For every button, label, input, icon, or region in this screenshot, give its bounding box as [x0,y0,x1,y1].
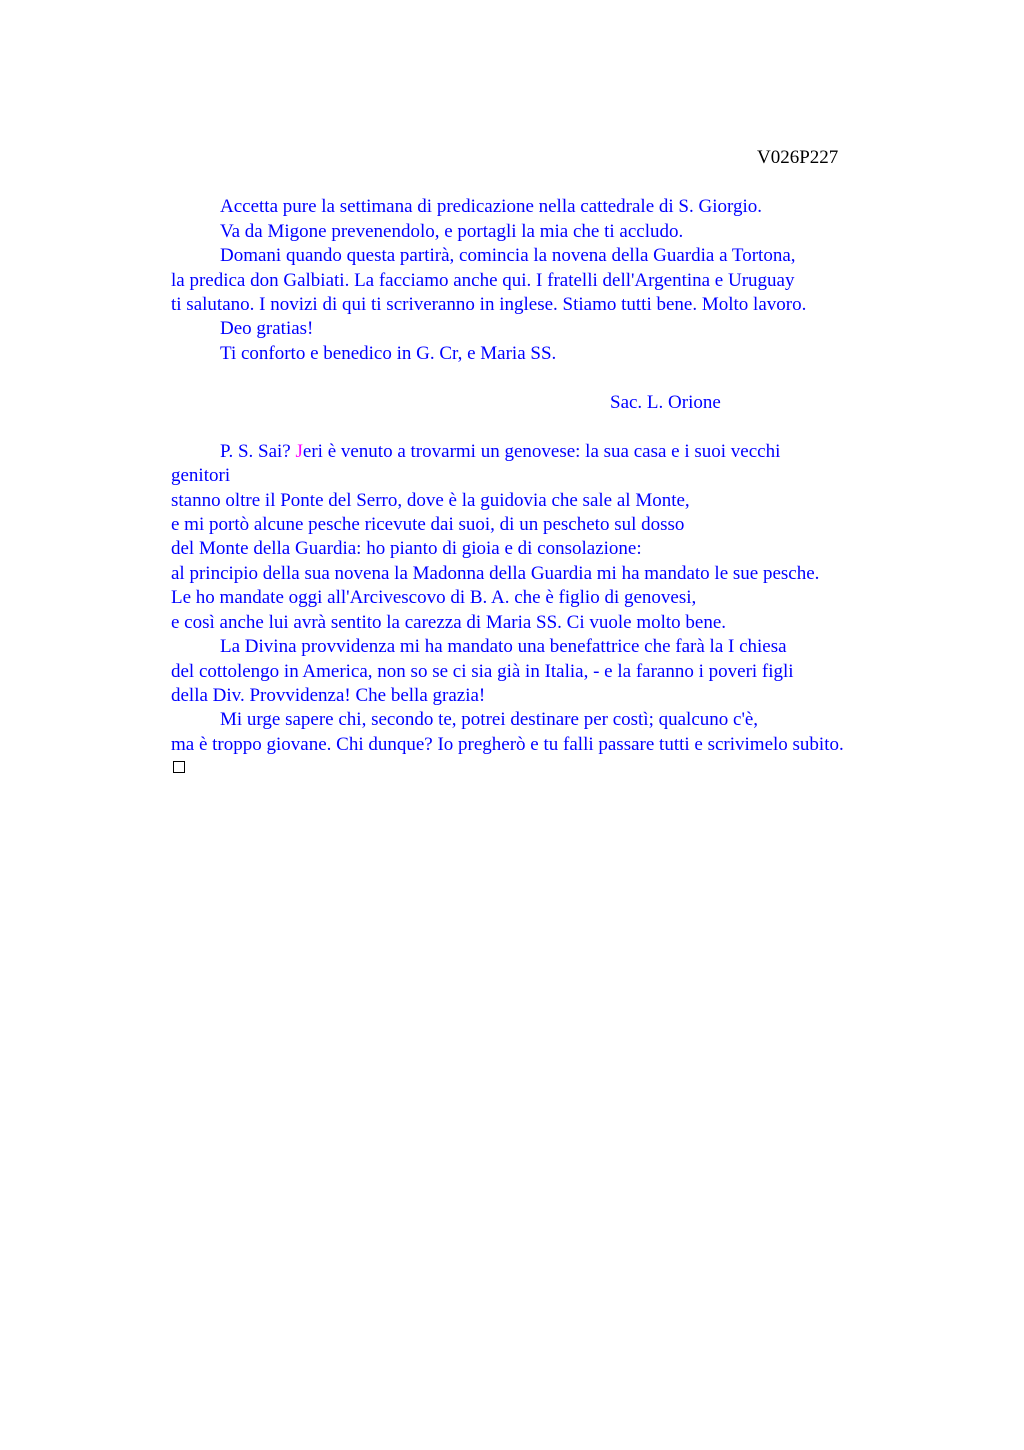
ps-rest: eri è venuto a trovarmi un genovese: la sua casa e i suoi vecchi [302,441,781,462]
ps-line: Mi urge sapere chi, secondo te, potrei destinare per costì; qualcuno c'è, [220,709,759,730]
letter-line: Deo gratias! [220,318,314,339]
ps-line: della Div. Provvidenza! Che bella grazia! [171,685,486,706]
signature: Sac. L. Orione [610,392,721,413]
ps-line: e così anche lui avrà sentito la carezza di Maria SS. Ci vuole molto bene. [171,612,727,633]
letter-line: la predica don Galbiati. La facciamo anche qui. I fratelli dell'Argentina e Uruguay [171,270,795,291]
page-code: V026P227 [757,147,839,168]
ps-line: Le ho mandate oggi all'Arcivescovo di B. A. che è figlio di genovesi, [171,587,697,608]
ps-line: e mi portò alcune pesche ricevute dai suoi, di un pescheto sul dosso [171,514,685,535]
letter-line: ti salutano. I novizi di qui ti scriveranno in inglese. Stiamo tutti bene. Molto lavoro. [171,294,807,315]
ps-line: del Monte della Guardia: ho pianto di gioia e di consolazione: [171,538,642,559]
ps-line: al principio della sua novena la Madonna della Guardia mi ha mandato le sue pesche. [171,563,820,584]
letter-line: Ti conforto e benedico in G. Cr, e Maria SS. [220,343,557,364]
ps-first-line [220,440,780,464]
letter-line: Accetta pure la settimana di predicazione nella cattedrale di S. Giorgio. [220,196,762,217]
ps-highlight-letter: J [295,441,303,462]
ps-prefix: P. S. Sai? [220,441,296,462]
letter-line: Domani quando questa partirà, comincia la novena della Guardia a Tortona, [220,245,796,266]
ps-line: genitori [171,465,231,486]
ps-line: stanno oltre il Ponte del Serro, dove è la guidovia che sale al Monte, [171,490,690,511]
ps-line: ma è troppo giovane. Chi dunque? Io pregherò e tu falli passare tutti e scrivimelo subito. [171,734,844,755]
end-marker-box [173,761,185,773]
ps-line: del cottolengo in America, non so se ci sia già in Italia, - e la faranno i poveri figli [171,661,794,682]
letter-line: Va da Migone prevenendolo, e portagli la mia che ti accludo. [220,221,684,242]
ps-line: La Divina provvidenza mi ha mandato una benefattrice che farà la I chiesa [220,636,787,657]
